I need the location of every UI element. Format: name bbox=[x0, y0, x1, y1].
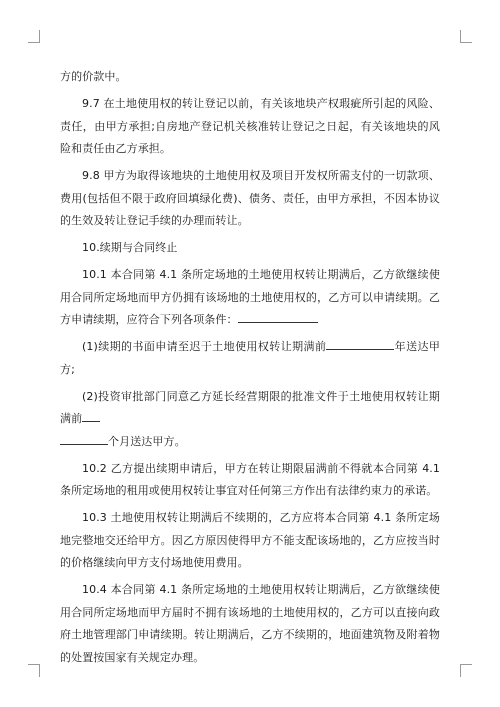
fill-in-blank[interactable] bbox=[238, 310, 318, 323]
paragraph-continuation bbox=[60, 66, 440, 89]
paragraph-text: 方的价款中。 bbox=[60, 70, 127, 83]
heading-text: 10.续期与合同终止 bbox=[82, 241, 178, 254]
paragraph-text: (1)续期的书面申请至迟于土地使用权转让期满前 bbox=[82, 340, 327, 353]
fill-in-blank-months-cont[interactable] bbox=[60, 432, 108, 445]
paragraph-text: 10.3 土地使用权转让期满后不续期的，乙方应将本合同第 4.1 条所定场地完整地交还给甲方。因乙方原因使得甲方不能支配该场地的，乙方应按当时的价格继续向甲方支付场地使用费用。 bbox=[60, 511, 440, 569]
paragraph-10-2 bbox=[60, 458, 440, 503]
section-heading-10 bbox=[60, 237, 440, 260]
paragraph-10-1 bbox=[60, 264, 440, 332]
paragraph-text: 10.1 本合同第 4.1 条所定场地的土地使用权转让期满后，乙方欲继续使用合同所定场地而甲方仍拥有该场地的土地使用权的，乙方可以申请续期。乙方申请续期，应符合下列各项条件： bbox=[60, 268, 440, 326]
paragraph-text: 10.4 本合同第 4.1 条所定场地的土地使用权转让期满后，乙方欲继续使用合同所定场地而甲方届时不拥有该场地的土地使用权的，乙方可以直接向政府土地管理部门申请续期。转让期满后，乙方不续期的，地面建筑物及附着物的处置按国家有关规定办理。 bbox=[60, 583, 440, 664]
paragraph-text: 个月送达甲方。 bbox=[108, 434, 186, 448]
paragraph-10-1-item-1 bbox=[60, 336, 440, 381]
paragraph-text: 9.7 在土地使用权的转让登记以前，有关该地块产权瑕疵所引起的风险、责任，由甲方承担;自房地产登记机关核准转让登记之日起，有关该地块的风险和责任由乙方承担。 bbox=[60, 97, 440, 155]
paragraph-text: 年送达甲方; bbox=[60, 340, 440, 376]
paragraph-text: (2)投资审批部门同意乙方延长经营期限的批准文件于土地使用权转让期满前 bbox=[60, 389, 440, 425]
paragraph-10-4 bbox=[60, 579, 440, 669]
paragraph-9-8 bbox=[60, 165, 440, 233]
fill-in-blank-years[interactable] bbox=[326, 337, 394, 350]
crop-mark-top-left bbox=[28, 30, 40, 43]
crop-mark-bottom-left bbox=[28, 664, 40, 677]
paragraph-text: 10.2 乙方提出续期申请后，甲方在转让期限届满前不得就本合同第 4.1 条所定场地的租用或使用权转让事宜对任何第三方作出有法律约束力的承诺。 bbox=[60, 461, 440, 497]
paragraph-text: 9.8 甲方为取得该地块的土地使用权及项目开发权所需支付的一切款项、费用(包括但不限于政府回填绿化费)、债务、责任，由甲方承担，不因本协议的生效及转让登记手续的办理而转让。 bbox=[60, 169, 440, 227]
crop-mark-bottom-right bbox=[460, 664, 472, 677]
document-body bbox=[60, 66, 440, 674]
paragraph-10-1-item-2 bbox=[60, 386, 440, 454]
paragraph-9-7 bbox=[60, 93, 440, 161]
crop-mark-top-right bbox=[460, 30, 472, 43]
fill-in-blank-months[interactable] bbox=[82, 409, 100, 422]
paragraph-10-3 bbox=[60, 507, 440, 575]
